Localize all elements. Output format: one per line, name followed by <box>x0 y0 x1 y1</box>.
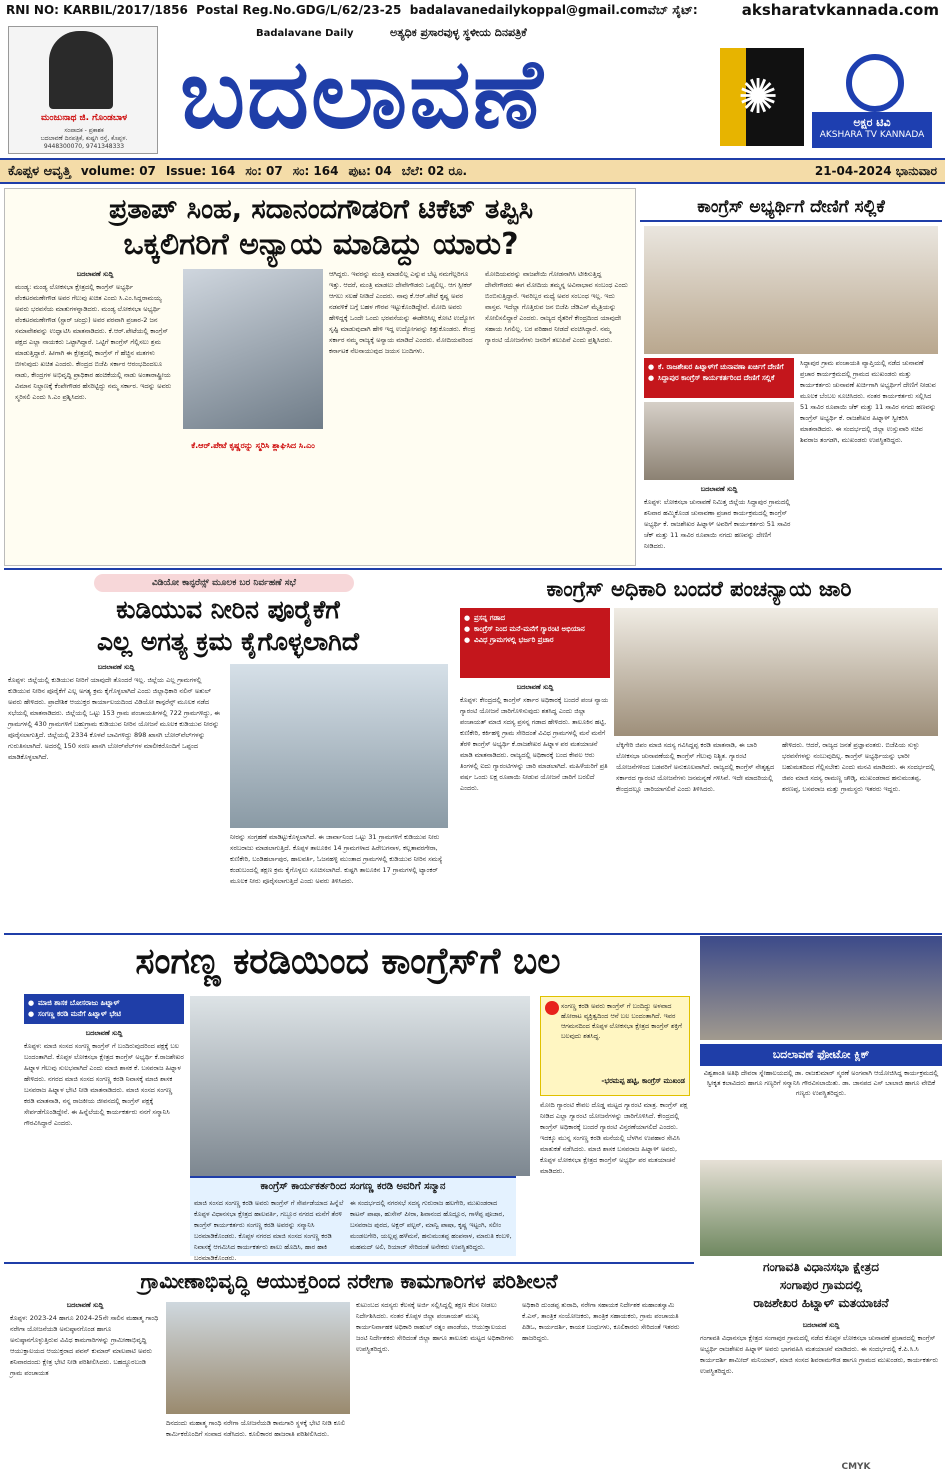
photo-click-label: ಬದಲಾವಣೆ ಫೋಟೋ ಕ್ಲಿಕ್ <box>700 1044 942 1066</box>
edition: ಕೊಪ್ಪಳ ಆವೃತ್ತಿ <box>8 163 71 179</box>
lead-column-3: ಮೋದಿಯವರನ್ನು ವಾಜಪೇಯಿ ಗೋಡನಾಗಿಸಿ ಟೀಕಿಸುತ್ತಿದ್ದ ದೇವೇಗೌಡರು ಈಗ ಮೋದಿಯ ತಮ್ಮನ್ನ ಅವಿನಾಭಾವ ಸಂಬಂಧ ಎಂದು ಬಿಂಬಿಸುತ್ತಿದ್ದಾರೆ. ಇವರಿಬ್ಬರ ಮಧ್ಯೆ ಅವರ ಸಂಬಂಧ ಇಲ್ಲ. ಇದು ವಾಸ್ತವ. ಇದೆಲ್ಲಾ ಗೊತ್ತಿರುವ ಜನ ಬಿಜೆಪಿ ಜೆಡಿಎಸ್ ಮೈತ್ರಿಯನ್ನು ಸೋಲಿಸಲಿದ್ದಾರೆ ಎಂದರು. ರಾಜ್ಯದ ರೈತರಿಗೆ ಕೇಂದ್ರದಿಂದ ಯಾವುದೇ ಸಹಾಯ ಸಿಗಲಿಲ್ಲ. ಬರ ಪರಿಹಾರ ನೀಡದೆ ವಂಚಿಸಿದ್ದಾರೆ. ನಮ್ಮ ಗ್ಯಾರಂಟಿ ಯೋಜನೆಗಳು ಜನರಿಗೆ ತಲುಪಿವೆ ಎಂದು ಪ್ರಶ್ನಿಸಿದರು. <box>485 270 628 344</box>
sangapur-column: ಬದಲಾವಣೆ ಸುದ್ದಿ ಗಂಗಾವತಿ ವಿಧಾನಸಭಾ ಕ್ಷೇತ್ರದ ಸಂಗಾಪುರ ಗ್ರಾಮದಲ್ಲಿ ನಡೆದ ಕೊಪ್ಪಳ ಲೋಕಸಭಾ ಚುನಾವಣೆ ಪ್ರಚಾರದಲ್ಲಿ ಕಾಂಗ್ರೆಸ್ ಅಭ್ಯರ್ಥಿ ರಾಜಶೇಖರ ಹಿಟ್ನಾಳ್ ಅವರು ಭಾಗವಹಿಸಿ ಮತಯಾಚನೆ ಮಾಡಿದರು. ಈ ಸಂದರ್ಭದಲ್ಲಿ ಕೆ.ಪಿ.ಸಿ.ಸಿ ಕಾರ್ಯದರ್ಶಿ ಶಾಮೀದ್ ಮನಿಯಾರ್, ಮಾಜಿ ಸಂಸದ ಶಿವರಾಮಗೌಡ ಹಾಗೂ ಗ್ರಾಮದ ಮುಖಂಡರು, ಕಾರ್ಯಕರ್ತರು ಉಪಸ್ಥಿತರಿದ್ದರು. <box>700 1321 939 1375</box>
quote-icon <box>545 1001 559 1015</box>
guarantee-photo <box>614 608 938 736</box>
photo-click-caption: ವಿಶ್ವಶಾಂತಿ ಅತಿಥಿ ದೇವರಾ ಸ್ನೇಹಾಲಯದಲ್ಲಿ ಡಾ. ರಾಜಕುಮಾರ್ ಸ್ಮರಣೆ ಅಂಗವಾಗಿ ಆಯೋಜಿಸಿದ್ದ ಕಾರ್ಯಕ್ರಮದಲ್ಲಿ ಸ್ವೀಕೃತ ಕಲಾವಿದರು ಹಾಗೂ ಗಣ್ಯರಿಗೆ ಸನ್ಮಾನಿಸಿ ಗೌರವಿಸಲಾಯಿತು. ಡಾ. ಜಾನಪದ ಎಸ್ ಬಾಲಾಜಿ ಹಾಗೂ ವೇದಿಕೆ ಗಣ್ಯರು ಉಪಸ್ಥಿತರಿದ್ದರು. <box>703 1069 939 1097</box>
karadi-column-1: ಬದಲಾವಣೆ ಸುದ್ದಿ ಕೊಪ್ಪಳ: ಮಾಜಿ ಸಂಸದ ಸಂಗಣ್ಣ ಕಾಂಗ್ರೆಸ್ ಗೆ ಬಂದಿರುವುದರಿಂದ ಪಕ್ಷಕ್ಕೆ ಬಲ ಬಂದಂತಾಗಿದೆ. ಕೊಪ್ಪಳ ಲೋಕಸಭಾ ಕ್ಷೇತ್ರದ ಕಾಂಗ್ರೆಸ್ ಅಭ್ಯರ್ಥಿ ಕೆ.ರಾಜಶೇಖರ ಹಿಟ್ನಾಳ ಗೆಲುವು ಸುಲಭವಾಗಿದೆ ಎಂದು ಮಾಜಿ ಶಾಸಕ ಕೆ. ಬಸವರಾಜ ಹಿಟ್ನಾಳ ಹೇಳಿದರು. ನಗರದ ಮಾಜಿ ಸಂಸದ ಸಂಗಣ್ಣ ಕರಡಿ ನಿವಾಸಕ್ಕೆ ಮಾಜಿ ಶಾಸಕ ಬಸವರಾಜ ಹಿಟ್ನಾಳ ಭೇಟಿ ನೀಡಿ ಮಾತನಾಡಿದರು. ಮಾಜಿ ಸಂಸದ ಸಂಗಣ್ಣ ಕರಡಿ ಮಾತನಾಡಿ, ನನ್ನ ರಾಜಕೀಯ ಜೀವನದಲ್ಲಿ ಕಾಂಗ್ರೆಸ್ ಪಕ್ಷಕ್ಕೆ ಸೇರ್ಪಡೆಗೊಂಡಿದ್ದೇನೆ. ಈ ಹಿನ್ನೆಲೆಯಲ್ಲಿ ಕಾರ್ಯಕರ್ತರು ನನಗೆ ಸನ್ಮಾನಿಸಿ ಗೌರವಿಸಿದ್ದಾರೆ ಎಂದರು. <box>24 1029 184 1127</box>
story-guarantee <box>456 572 942 932</box>
lead-headline-2: ಒಕ್ಕಲಿಗರಿಗೆ ಅನ್ಯಾಯ ಮಾಡಿದ್ದು ಯಾರು? <box>123 227 519 262</box>
narega-headline: ಗ್ರಾಮೀಣಾಭಿವೃದ್ಧಿ ಆಯುಕ್ತರಿಂದ ನರೇಗಾ ಕಾಮಗಾರಿಗಳ ಪರಿಶೀಲನೆ <box>4 1262 694 1298</box>
narega-column-1: ಬದಲಾವಣೆ ಸುದ್ದಿ ಕೊಪ್ಪಳ: 2023-24 ಹಾಗೂ 2024-25ನೇ ಸಾಲಿನ ಮಹಾತ್ಮ ಗಾಂಧಿ ನರೇಗಾ ಯೋಜನೆಯಡಿ ಅನುಷ್ಠಾನಗೊಂಡ ಹಾಗೂ ಅನುಷ್ಠಾನಗೊಳ್ಳುತ್ತಿರುವ ವಿವಿಧ ಕಾಮಗಾರಿಗಳನ್ನು ಗ್ರಾಮೀಣಾಭಿವೃದ್ಧಿ ಆಯುಕ್ತಾಲಯದ ಆಯುಕ್ತರಾದ ಪವನ್ ಕುಮಾರ್ ಮಾಲಪಾಟಿ ಅವರು ಶನಿವಾರದಂದು ಕ್ಷೇತ್ರ ಭೇಟಿ ನೀಡಿ ಪರಿಶೀಲಿಸಿದರು. ಬಹದ್ದೂರಬಂಡಿ ಗ್ರಾಮ ಪಂಚಾಯತ <box>10 1301 159 1377</box>
cmyk-mark: CMYK <box>841 1462 871 1472</box>
guarantee-column-2: ಲೆಕ್ಕಿಗೇರಿ ಜಿಪಂ ಮಾಜಿ ಸದಸ್ಯ ಗವಿಸಿದ್ದಪ್ಪ ಕರಡಿ ಮಾತನಾಡಿ, ಈ ಬಾರಿ ಲೋಕಸಭಾ ಚುನಾವಣೆಯಲ್ಲಿ ಕಾಂಗ್ರೆಸ್ ಗೆಲುವು ನಿಶ್ಚಿತ. ಗ್ಯಾರಂಟಿ ಯೋಜನೆಗಳಿಂದ ಬಡವರಿಗೆ ಅನುಕೂಲವಾಗಿದೆ. ರಾಜ್ಯದಲ್ಲಿ ಕಾಂಗ್ರೆಸ್ ನೇತೃತ್ವದ ಸರ್ಕಾರದ ಗ್ಯಾರಂಟಿ ಯೋಜನೆಗಳು ಜನಮನ್ನಣೆ ಗಳಿಸಿವೆ. ಇದೇ ಮಾದರಿಯಲ್ಲಿ ಕೇಂದ್ರದಲ್ಲೂ ಜಾರಿಯಾಗಲಿವೆ ಎಂದು ತಿಳಿಸಿದರು. <box>616 741 775 793</box>
karadi-column-4: ಮೋದಿ ಗ್ಯಾರಂಟಿ ಕೇವಲ ದೊಡ್ಡ ಮಟ್ಟದ ಗ್ಯಾರಂಟಿ ಮಾತ್ರ. ಕಾಂಗ್ರೆಸ್ ಪಕ್ಷ ನೀಡಿದ ಎಲ್ಲಾ ಗ್ಯಾರಂಟಿ ಯೋಜನೆಗಳನ್ನು ಜಾರಿಗೊಳಿಸಿದೆ. ಕೇಂದ್ರದಲ್ಲಿ ಕಾಂಗ್ರೆಸ್ ಅಧಿಕಾರಕ್ಕೆ ಬಂದರೆ ಗ್ಯಾರಂಟಿ ವಿಸ್ತರಣೆಯಾಗಲಿದೆ ಎಂದರು. ಇದಕ್ಕೂ ಮುನ್ನ ಸಂಗಣ್ಣ ಕರಡಿ ಮನೆಯಲ್ಲಿ ಬೆಳಗಿನ ಉಪಹಾರ ಸೇವಿಸಿ ಮಾತುಕತೆ ನಡೆಸಿದರು. ಮಾಜಿ ಶಾಸಕ ಬಸವರಾಜ ಹಿಟ್ನಾಳ್ ಅವರು, ಕೊಪ್ಪಳ ಲೋಕಸಭಾ ಕ್ಷೇತ್ರದ ಕಾಂಗ್ರೆಸ್ ಅಭ್ಯರ್ಥಿ ಪರ ಮತಯಾಚನೆ ಮಾಡಿದರು. <box>540 1101 688 1175</box>
sangapur-headline-2: ಸಂಗಾಪುರ ಗ್ರಾಮದಲ್ಲಿ <box>779 1278 863 1292</box>
tv-logo-icon <box>846 54 904 112</box>
donation-headline: ಕಾಂಗ್ರೆಸ್ ಅಭ್ಯರ್ಥಿಗೆ ದೇಣಿಗೆ ಸಲ್ಲಿಕೆ <box>640 192 942 222</box>
english-name: Badalavane Daily <box>256 28 354 39</box>
quote-author: -ಭರಮಪ್ಪ ಹಟ್ಟಿ, ಕಾಂಗ್ರೆಸ್ ಮುಖಂಡ <box>601 1077 685 1085</box>
guarantee-highlights: ● ಪ್ರಸನ್ನ ಗಡಾದ ● ಕಾಂಗ್ರೆಸ್ ನಿಂದ ಮನೆ-ಮನೆಗೆ ಗ್ಯಾರಂಟಿ ಅಭಿಯಾನ ● ವಿವಿಧ ಗ್ರಾಮಗಳಲ್ಲಿ ಭರ್ಜರಿ ಪ್ರಚಾರ <box>460 608 610 678</box>
narega-column-2: ದಿನದಂದು ಮಹಾತ್ಮ ಗಾಂಧಿ ನರೇಗಾ ಯೋಜನೆಯಡಿ ಕಾಮಗಾರಿ ಸ್ಥಳಕ್ಕೆ ಭೇಟಿ ನೀಡಿ ಕೂಲಿ ಕಾರ್ಮಿಕರೊಂದಿಗೆ ಸಂವಾದ ನಡೆಸಿದರು. ಕೂಲಿಕಾರರ ಹಾಜರಾತಿ ಪರಿಶೀಲಿಸಿದರು. <box>166 1419 345 1438</box>
karadi-column-3: ಈ ಸಂದರ್ಭದಲ್ಲಿ ನಗರಸಭೆ ಸದಸ್ಯ ಗುರುರಾಜ ಹಲಗೇರಿ, ಮುಖಂಡರಾದ ಕಾಟನ್ ಪಾಷಾ, ಹುಸೇನ್ ಪೀರಾ, ಶಿವಾನಂದ ಹೊದ್ಲೂರ, ಗಾಳೆಪ್ಪ ಪೂಜಾರ, ಬಸವರಾಜ ಪುರದ, ಅಕ್ಬರ್ ಪಲ್ಟನ್, ಮಾನ್ವಿ ಪಾಷಾ, ಕೃಷ್ಣ ಇಟ್ಟಂಗಿ, ಸಲೀಂ ಮಂಡಲಗೇರಿ, ಯಲ್ಲಪ್ಪ ಹಳೆಮನೆ, ಹನುಮಂತಪ್ಪ ಹಂಪನಾಳ, ಮಾರುತಿ ಕಂಬಳಿ, ಮಹಮದ್ ಅಲಿ, ರಿಯಾಜ್ ಸೇರಿದಂತೆ ಅನೇಕರು ಉಪಸ್ಥಿತರಿದ್ದರು. <box>350 1199 512 1251</box>
karadi-photo <box>190 996 530 1176</box>
issue: Issue: 164 <box>165 164 236 178</box>
lead-caption: ಕೆ.ಆರ್.ಪೇಟೆ ಕೃಷ್ಣರನ್ನು ಸ್ಮರಿಸಿ ಶ್ಲಾಘಿಸಿದ ಸಿ.ಎಂ <box>191 441 315 450</box>
volume: volume: 07 <box>80 164 156 178</box>
sangapur-photo <box>700 1160 942 1256</box>
photo-click-image <box>700 936 942 1040</box>
editor-name: ಮಂಜುನಾಥ ಜಿ. ಗೊಂಡಬಾಳ <box>40 113 128 123</box>
donation-highlights: ● ಕೆ. ರಾಜಶೇಖರ ಹಿಟ್ನಾಳ್‌ಗೆ ಚುನಾವಣಾ ಖರ್ಚಿಗೆ ದೇಣಿಗೆ ● ಸಿದ್ದಾಪುರ ಕಾಂಗ್ರೆಸ್ ಕಾರ್ಯಕರ್ತರಿಂದ ದೇಣಿಗೆ ಸಲ್ಲಿಕೆ <box>644 358 794 398</box>
editor-details: ಸಂಪಾದಕ - ಪ್ರಕಾಶಕ ಬದಲಾವಣೆ ದಿನಪತ್ರಿಕೆ, ಕುಷ್ಟಗಿ ರಸ್ತೆ, ಕೊಪ್ಪಳ. 9448300070, 9741348333 <box>40 127 128 150</box>
donation-photo-2 <box>644 402 794 480</box>
quote-text: ಸಂಗಣ್ಣ ಕರಡಿ ಅವರು ಕಾಂಗ್ರೆಸ್ ಗೆ ಬಂದಿದ್ದು ಅಳವಾದ ಹೋರಾಟ ವ್ಯಕ್ತಿತ್ವದಿಂದ ಆನೆ ಬಲ ಬಂದಂತಾಗಿದೆ. ಇವರ ಆಗಮನದಿಂದ ಕೊಪ್ಪಳ ಲೋಕಸಭಾ ಕ್ಷೇತ್ರದ ಕಾಂಗ್ರೆಸ್ ಶಕ್ತಿಗೆ ಬಲವುದು ಶತಸಿದ್ಧ. <box>561 1002 682 1040</box>
water-column-2: ನೀರನ್ನು ಸಂಗ್ರಹಣೆ ಮಾಡಿಟ್ಟುಕೊಳ್ಳಲಾಗಿದೆ. ಈ ಜಾರ್ವಾನಿಂದ ಒಟ್ಟು 31 ಗ್ರಾಮಗಳಿಗೆ ಕುಡಿಯುವ ನೀರು ಸರಬರಾಜು ಮಾಡಲಾಗುತ್ತಿದೆ. ಕೊಪ್ಪಳ ತಾಲೂಕಿನ 14 ಗ್ರಾಮಗಳಾದ ಹಿರೇಬಗನಾಳ, ಕಲ್ಲತಾವರಗೇರಾ, ಕುಣಿಕೇರಿ, ಬಂಡಿಹರ್ಲಾಪುರ, ಹಾಲವರ್ತಿ, ಓಜನಹಳ್ಳಿ ಮುಂತಾದ ಗ್ರಾಮಗಳಲ್ಲಿ ಕುಡಿಯುವ ನೀರಿನ ಸಮಸ್ಯೆ ಕಂಡುಬಂದಲ್ಲಿ ತಕ್ಷಣ ಕ್ರಮ ಕೈಗೊಳ್ಳಲು ಸೂಚಿಸಲಾಗಿದೆ. ಕುಷ್ಟಗಿ ತಾಲೂಕಿನ 17 ಗ್ರಾಮಗಳಲ್ಲಿ ಟ್ಯಾಂಕರ್ ಮೂಲಕ ನೀರು ಪೂರೈಸಲಾಗುತ್ತಿದೆ ಎಂದು ಅವರು ತಿಳಿಸಿದರು. <box>230 833 443 885</box>
guarantee-headline: ಕಾಂಗ್ರೆಸ್ ಅಧಿಕಾರಿ ಬಂದರೆ ಪಂಚನ್ಯಾಯ ಜಾರಿ <box>546 577 852 601</box>
editor-photo <box>49 31 113 109</box>
sangapur-headline-3: ರಾಜಶೇಖರ ಹಿಟ್ನಾಳ್ ಮತಯಾಚನೆ <box>753 1296 889 1310</box>
narega-photo <box>166 1302 350 1414</box>
donation-photo <box>644 226 938 354</box>
page-number: ಪುಟ: 04 <box>348 163 392 178</box>
lead-headline-1: ಪ್ರತಾಪ್ ಸಿಂಹ, ಸದಾನಂದಗೌಡರಿಗೆ ಟಿಕೆಟ್ ತಪ್ಪಿಸಿ <box>108 194 534 225</box>
price: ಬೆಲೆ: 02 ರೂ. <box>401 163 468 178</box>
water-headline-2: ಎಲ್ಲ ಅಗತ್ಯ ಕ್ರಮ ಕೈಗೊಳ್ಳಲಾಗಿದೆ <box>96 627 360 656</box>
divider <box>4 568 942 570</box>
narega-column-3: ಕುಟುಂಬದ ಸದಸ್ಯರು ಕೆಲಸಕ್ಕೆ ಅರ್ಜಿ ಸಲ್ಲಿಸಿದ್ದಲ್ಲಿ ತಕ್ಷಣ ಕೆಲಸ ನೀಡಲು ನಿರ್ದೇಶಿಸಿದರು. ನಂತರ ಕೊಪ್ಪಳ ಜಿಲ್ಲಾ ಪಂಚಾಯತ್ ಮುಖ್ಯ ಕಾರ್ಯನಿರ್ವಾಹಕ ಅಧಿಕಾರಿ ರಾಹುಲ್ ರತ್ನಂ ಪಾಂಡೆಯ, ಆಯುಕ್ತಾಲಯದ ಜಂಟಿ ನಿರ್ದೇಶಕರು ಸೇರಿದಂತೆ ಜಿಲ್ಲಾ ಹಾಗೂ ತಾಲೂಕು ಮಟ್ಟದ ಅಧಿಕಾರಿಗಳು ಉಪಸ್ಥಿತರಿದ್ದರು. <box>356 1301 514 1353</box>
guarantee-column-1: ಬದಲಾವಣೆ ಸುದ್ದಿ ಕೊಪ್ಪಳ: ಕೇಂದ್ರದಲ್ಲಿ ಕಾಂಗ್ರೆಸ್ ಸರ್ಕಾರ ಅಧಿಕಾರಕ್ಕೆ ಬಂದರೆ ಪಂಚ ನ್ಯಾಯ ಗ್ಯಾರಂಟಿ ಯೋಜನೆ ಜಾರಿಗೊಳಿಸುವುದು ಶತಸಿದ್ಧ ಎಂದು ಜಿಲ್ಲಾ ಪಂಚಾಯತ್ ಮಾಜಿ ಸದಸ್ಯ ಪ್ರಸನ್ನ ಗಡಾದ ಹೇಳಿದರು. ತಾಲೂಕಿನ ಹಟ್ಟಿ, ಕುಣಿಕೇರಿ, ಕರ್ಕಿಹಳ್ಳಿ ಗ್ರಾಮ ಸೇರಿದಂತೆ ವಿವಿಧ ಗ್ರಾಮಗಳಲ್ಲಿ ಮನೆ ಮನೆಗೆ ತೆರಳಿ ಕಾಂಗ್ರೆಸ್ ಅಭ್ಯರ್ಥಿ ಕೆ.ರಾಜಶೇಖರ ಹಿಟ್ನಾಳ ಪರ ಮತಯಾಚನೆ ಮಾಡಿ ಮಾತನಾಡಿದರು. ರಾಜ್ಯದಲ್ಲಿ ಅಧಿಕಾರಕ್ಕೆ ಬಂದ ಕೇವಲ ಆರು ತಿಂಗಳಲ್ಲಿ ಐದು ಗ್ಯಾರಂಟಿಗಳನ್ನು ಜಾರಿ ಮಾಡಲಾಗಿದೆ. ಮಹಿಳೆಯರಿಗೆ ಪ್ರತಿ ವರ್ಷ ಒಂದು ಲಕ್ಷ ರೂಪಾಯಿ ನೀಡುವ ಯೋಜನೆ ಜಾರಿಗೆ ಬರಲಿದೆ ಎಂದರು. <box>460 683 609 792</box>
lead-column-1: ಬದಲಾವಣೆ ಸುದ್ದಿ ಮಂಡ್ಯ: ಮಂಡ್ಯ ಲೋಕಸಭಾ ಕ್ಷೇತ್ರದಲ್ಲಿ ಕಾಂಗ್ರೆಸ್ ಅಭ್ಯರ್ಥಿ ವೆಂಕಟರಮಣೇಗೌಡ ಅವರ ಗೆಲುವು ಖಚಿತ ಎಂದು ಸಿ.ಎಂ.ಸಿದ್ದರಾಮಯ್ಯ ಅವರು ಭರವಸೆಯ ಮಾತುಗಳನ್ನಾಡಿದರು. ಮಂಡ್ಯ ಲೋಕಸಭಾ ಅಭ್ಯರ್ಥಿ ವೆಂಕಟರಮಣೇಗೌಡ (ಸ್ಟಾರ್ ಚಂದ್ರು) ಅವರ ಪರವಾಗಿ ಪ್ರಚಾರ-2 ಜನ ಸಮಾವೇಶವನ್ನು ಉದ್ಘಾಟಿಸಿ ಮಾತನಾಡಿದರು. ಕೆ.ಆರ್.ಪೇಟೆಯಲ್ಲಿ ಕಾಂಗ್ರೆಸ್ ಪಕ್ಷದ ಎಲ್ಲಾ ನಾಯಕರು ಒಟ್ಟಾಗಿದ್ದಾರೆ. ಒಟ್ಟಿಗೆ ಕಾಂಗ್ರೆಸ್ ಗೆಲ್ಲಿಸಲು ಶ್ರಮ ಮಾಡುತ್ತಿದ್ದಾರೆ. ಹೀಗಾಗಿ ಈ ಕ್ಷೇತ್ರದಲ್ಲಿ ಕಾಂಗ್ರೆಸ್ ಗೆ ಹೆಚ್ಚಿನ ಮತಗಳು ಬೀಳುವುದು ಖಚಿತ ಎಂದರು. ಕೇಂದ್ರದ ಬಿಜೆಪಿ ಸರ್ಕಾರ ಆರಂಭದಿಂದಲೂ ನಾಡು, ಕೇಂದ್ರಗಳ ಅಭಿವೃದ್ಧಿ ಪ್ರಾಧಿಕಾರ ಹಂಚಿಕೆಯಲ್ಲಿ ನಾಡು ಅಂತಾರಾಷ್ಟ್ರೀಯ ವಿಮಾನ ನಿಲ್ದಾಣಕ್ಕೆ ಕೆಂಪೇಗೌಡರ ಹೆಸರಿಟ್ಟಿದ್ದು ನಮ್ಮ ಸರ್ಕಾರ. ಇದನ್ನು ಅವರು ಸ್ಮರಿಸಲಿ ಎಂದು ಸಿ.ಎಂ ಪ್ರಶ್ನಿಸಿದರು. <box>15 270 172 401</box>
quote-box <box>540 996 690 1096</box>
akshara-tv-logo <box>812 54 940 152</box>
lead-column-2: ಆಗಿದ್ದರು. ಇವರನ್ನು ಮಂತ್ರಿ ಮಾಡಲಿಲ್ಲ ಎನ್ನುವ ಬೆಟ್ಟ ನಮಗೆಲ್ಲರಿಗೂ ಇತ್ತು. ಆದರೆ, ಮಂತ್ರಿ ಮಾಡಲು ದೇವೇಗೌಡರು ಒಪ್ಪಲಿಲ್ಲ. ಆಗ ಸ್ಪೀಕರ್ ಆಗಲು ಸಲಹೆ ನೀಡಿದೆ ಎಂದರು. ನಾವು ಕೆ.ಆರ್.ಪೇಟೆ ಕೃಷ್ಣ ಅವರ ನಡವಳಿಕೆ ಬಗ್ಗೆ ಬಹಳ ಗೌರವ ಇಟ್ಟುಕೊಂಡಿದ್ದೇವೆ. ಮೋದಿ ಅವರು ಹೇಳಿದ್ದಕ್ಕೆ ಒಂದೇ ಒಂದು ಭರವಸೆಯನ್ನು ಈಡೇರಿಸಿಲ್ಲ ಕೋಟಿ ಉದ್ಯೋಗ ಸೃಷ್ಟಿ ಮಾಡುವುದಾಗಿ ಹೇಳಿ ಇದ್ದ ಉದ್ಯೋಗವನ್ನು ಕಿತ್ತುಕೊಂಡರು. ಕೇಂದ್ರ ಸರ್ಕಾರ ನಮ್ಮ ರಾಜ್ಯಕ್ಕೆ ಅನ್ಯಾಯ ಮಾಡಿದೆ ಎಂದರು. ಮೋದಿಯವರಿಂದ ಕರ್ನಾಟಕ ನೆಲನಾಯುವುದ ಜಯಸ ಬಂದಿಗಳು. <box>329 270 476 355</box>
guarantee-column-3: ಹೇಳಿದರು. ಆದರೆ, ರಾಜ್ಯದ ಜನತೆ ಪ್ರಜ್ಞಾವಂತರು. ಬಿಜೆಪಿಯ ಸುಳ್ಳು ಭರವಸೆಗಳನ್ನು ನಂಬುವುದಿಲ್ಲ. ಕಾಂಗ್ರೆಸ್ ಅಭ್ಯರ್ಥಿಯನ್ನು ಭಾರೀ ಬಹುಮತದಿಂದ ಗೆಲ್ಲಿಸಬೇಕು ಎಂದು ಮನವಿ ಮಾಡಿದರು. ಈ ಸಂದರ್ಭದಲ್ಲಿ ಜಿಪಂ ಮಾಜಿ ಸದಸ್ಯ ರಾಮಣ್ಣ ಚೌಡ್ಕಿ, ಮುಖಂಡರಾದ ಹನುಮಂತಪ್ಪ, ಶರಣಪ್ಪ, ಬಸವರಾಜ ಮತ್ತು ಗ್ರಾಮಸ್ಥರು ಇತರರು ಇದ್ದರು. <box>782 741 935 793</box>
donation-column-1: ಬದಲಾವಣೆ ಸುದ್ದಿ ಕೊಪ್ಪಳ: ಲೋಕಸಭಾ ಚುನಾವಣೆ ನಿಮಿತ್ತ ಜಿಲ್ಲೆಯ ಸಿದ್ದಾಪುರ ಗ್ರಾಮದಲ್ಲಿ ಶನಿವಾರ ಹಮ್ಮಿಕೊಂಡ ಚುನಾವಣಾ ಪ್ರಚಾರ ಕಾರ್ಯಕ್ರಮದಲ್ಲಿ ಕಾಂಗ್ರೆಸ್ ಅಭ್ಯರ್ಥಿ ಕೆ. ರಾಜಶೇಖರ ಹಿಟ್ನಾಳ್ ಅವರಿಗೆ ಕಾರ್ಯಕರ್ತರು 51 ಸಾವಿರ ಚೆಕ್ ಮತ್ತು 11 ಸಾವಿರ ರೂಪಾಯಿ ನಗದು ಹಣವನ್ನು ದೇಣಿಗೆ ನೀಡಿದರು. <box>644 485 791 550</box>
masthead <box>0 20 945 158</box>
lead-photo <box>183 269 323 429</box>
divider <box>4 933 942 935</box>
karadi-highlights: ● ಮಾಜಿ ಶಾಸಕ ಬೋಸರಾಜು ಹಿಟ್ನಾಳ್ ● ಸಂಗಣ್ಣ ಕರಡಿ ಮನೆಗೆ ಹಿಟ್ನಾಳ್ ಭೇಟಿ <box>24 994 184 1024</box>
karadi-caption: ಕಾಂಗ್ರೆಸ್ ಕಾರ್ಯಕರ್ತರಿಂದ ಸಂಗಣ್ಣ ಕರಡಿ ಅವರಿಗೆ ಸನ್ಮಾನ <box>260 1181 446 1192</box>
donation-column-2: ಸಿದ್ದಾಪುರ ಗ್ರಾಮ ಪಂಚಾಯತಿ ವ್ಯಾಪ್ತಿಯಲ್ಲಿ ನಡೆದ ಚುನಾವಣೆ ಪ್ರಚಾರ ಕಾರ್ಯಕ್ರಮದಲ್ಲಿ ಗ್ರಾಮದ ಮುಖಂಡರು ಮತ್ತು ಕಾರ್ಯಕರ್ತರು ಚುನಾವಣೆ ಖರ್ಚಿಗಾಗಿ ಅಭ್ಯರ್ಥಿಗೆ ದೇಣಿಗೆ ನೀಡುವ ಮೂಲಕ ಬೆಂಬಲ ಸೂಚಿಸಿದರು. ನಂತರ ಕಾರ್ಯಕರ್ತರು ಸಲ್ಲಿಸಿದ 51 ಸಾವಿರ ರೂಪಾಯಿ ಚೆಕ್ ಮತ್ತು 11 ಸಾವಿರ ನಗದು ಹಣವನ್ನು ಕಾಂಗ್ರೆಸ್ ಅಭ್ಯರ್ಥಿ ಕೆ. ರಾಜಶೇಖರ ಹಿಟ್ನಾಳ್ ಸ್ವೀಕರಿಸಿ ಮಾತನಾಡಿದರು. ಈ ಸಂದರ್ಭದಲ್ಲಿ ಜಿಲ್ಲಾ ಉಸ್ತುವಾರಿ ಸಚಿವ ಶಿವರಾಜ ತಂಗಡಗಿ, ಮುಖಂಡರು ಉಪಸ್ಥಿತರಿದ್ದರು. <box>800 359 937 444</box>
date-bar <box>0 158 945 184</box>
water-kicker: ವಿಡಿಯೋ ಕಾನ್ಫರೆನ್ಸ್ ಮೂಲಕ ಬರ ನಿರ್ವಹಣೆ ಸಭೆ <box>94 574 354 592</box>
water-photo <box>230 664 448 828</box>
story-water <box>4 572 452 932</box>
story-narega <box>4 1262 694 1462</box>
compass-logo-icon: ✺ <box>720 48 804 146</box>
postal-reg: Postal Reg.No.GDG/L/62/23-25 <box>196 3 402 17</box>
karadi-panel <box>190 1176 516 1262</box>
top-info-bar <box>0 0 945 20</box>
date: 21-04-2024 ಭಾನುವಾರ <box>814 163 937 178</box>
tagline: ಅತ್ಯಧಿಕ ಪ್ರಸಾರವುಳ್ಳ ಸ್ಥಳೀಯ ದಿನಪತ್ರಿಕೆ <box>390 26 527 39</box>
tv-label: ಅಕ್ಷರ ಟಿವಿ AKSHARA TV KANNADA <box>812 112 932 148</box>
karadi-headline: ಸಂಗಣ್ಣ ಕರಡಿಯಿಂದ ಕಾಂಗ್ರೆಸ್‌ಗೆ ಬಲ <box>135 941 561 982</box>
narega-column-4: ಅಧಿಕಾರಿ ದುಂಡಪ್ಪ ತುರಾದಿ, ನರೇಗಾ ಸಹಾಯಕ ನಿರ್ದೇಶಕ ಮಹಾಂತಸ್ವಾಮಿ ಕೆ.ಎಸ್, ತಾಂತ್ರಿಕ ಸಂಯೋಜಕರು, ತಾಂತ್ರಿಕ ಸಹಾಯಕರು, ಗ್ರಾಮ ಪಂಚಾಯತಿ ಪಿಡಿಒ, ಕಾರ್ಯದರ್ಶಿ, ಕಾಯಕ ಬಂಧುಗಳು, ಕೂಲಿಕಾರರು ಸೇರಿದಂತೆ ಇತರರು ಹಾಜರಿದ್ದರು. <box>522 1301 680 1342</box>
sankhye: ಸಂ: 164 <box>292 163 339 178</box>
water-headline-1: ಕುಡಿಯುವ ನೀರಿನ ಪೂರೈಕೆಗೆ <box>116 595 340 624</box>
website[interactable]: aksharatvkannada.com <box>741 1 939 19</box>
water-column-1: ಬದಲಾವಣೆ ಸುದ್ದಿ ಕೊಪ್ಪಳ: ಜಿಲ್ಲೆಯಲ್ಲಿ ಕುಡಿಯುವ ನೀರಿಗೆ ಯಾವುದೇ ತೊಂದರೆ ಇಲ್ಲ. ಜಿಲ್ಲೆಯ ಎಲ್ಲ ಗ್ರಾಮಗಳಲ್ಲಿ ಕುಡಿಯುವ ನೀರಿನ ಪೂರೈಕೆಗೆ ಎಲ್ಲ ಅಗತ್ಯ ಕ್ರಮ ಕೈಗೊಳ್ಳಲಾಗಿದೆ ಎಂದು ಜಿಲ್ಲಾಧಿಕಾರಿ ನಲಿನ್ ಅತುಲ್ ಅವರು ಹೇಳಿದರು. ಪ್ರಾದೇಶಿಕ ಆಯುಕ್ತರ ಕಾರ್ಯಾಲಯದಿಂದ ವಿಡಿಯೋ ಕಾನ್ಫರೆನ್ಸ್ ಮೂಲಕ ನಡೆದ ಸಭೆಯಲ್ಲಿ ಮಾತನಾಡಿದರು. ಜಿಲ್ಲೆಯಲ್ಲಿ ಒಟ್ಟು 153 ಗ್ರಾಮ ಪಂಚಾಯತಿಗಳಲ್ಲಿ 722 ಗ್ರಾಮಗಳಿದ್ದು, ಈ ಗ್ರಾಮಗಳಲ್ಲಿ 430 ಗ್ರಾಮಗಳಿಗೆ ಬಹುಗ್ರಾಮ ಕುಡಿಯುವ ನೀರಿನ ಯೋಜನೆ ಮೂಲಕ ಕುಡಿಯುವ ನೀರನ್ನು ಪೂರೈಸಲಾಗುತ್ತಿದೆ. ಜಿಲ್ಲೆಯಲ್ಲಿ 2334 ಕೊಳವೆ ಬಾವಿಗಳಿದ್ದು 898 ಖಾಸಗಿ ಬೋರ್‌ವೆಲ್‌ಗಳನ್ನು ಗುರುತಿಸಲಾಗಿದೆ. ಅದರಲ್ಲಿ 150 ಸರಣ ಖಾಸಗಿ ಬೋರ್‌ವೆಲ್‌ಗಳ ಮಾಲೀಕರೊಂದಿಗೆ ಒಪ್ಪಂದ ಮಾಡಿಕೊಳ್ಳಲಾಗಿದೆ. <box>8 663 220 761</box>
karadi-column-2: ಮಾಜಿ ಸಂಸದ ಸಂಗಣ್ಣ ಕರಡಿ ಅವರು ಕಾಂಗ್ರೆಸ್ ಗೆ ಸೇರ್ಪಡೆಯಾದ ಹಿನ್ನೆಲೆ ಕೊಪ್ಪಳ ವಿಧಾನಸಭಾ ಕ್ಷೇತ್ರದ ಹಾಲವರ್ತಿ, ಗಬ್ಬೂರ ನಗರದ ಮನೆಗೆ ತೆರಳಿ ಕಾಂಗ್ರೆಸ್ ಕಾರ್ಯಕರ್ತರು ಸಂಗಣ್ಣ ಕರಡಿ ಅವರನ್ನು ಸನ್ಮಾನಿಸಿ ಬರಮಾಡಿಕೊಂಡರು. ಕೊಪ್ಪಳ ನಗರದ ಮಾಜಿ ಸಂಸದ ಸಂಗಣ್ಣ ಕರಡಿ ನಿವಾಸಕ್ಕೆ ಆಗಮಿಸಿದ ಕಾರ್ಯಕರ್ತರು ಶಾಲು ಹೊದಿಸಿ, ಹಾರ ಹಾಕಿ ಬರಮಾಡಿಕೊಂಡರು. <box>194 1199 344 1262</box>
story-donation <box>640 188 942 566</box>
newspaper-title: ಬದಲಾವಣೆ <box>180 38 545 150</box>
email: badalavanedailykoppal@gmail.comವೆಬ್ ಸೈಟ್: <box>409 2 698 17</box>
story-sangapur <box>700 1160 942 1474</box>
story-karadi <box>4 936 692 1262</box>
newspaper-logo <box>170 20 710 158</box>
rni-number: RNI NO: KARBIL/2017/1856 <box>6 3 188 17</box>
sangapur-headline-1: ಗಂಗಾವತಿ ವಿಧಾನಸಭಾ ಕ್ಷೇತ್ರದ <box>763 1260 879 1274</box>
photo-click <box>700 936 942 1156</box>
editor-card <box>8 26 158 154</box>
sam: ಸಂ: 07 <box>245 163 283 178</box>
story-lead <box>4 188 636 566</box>
